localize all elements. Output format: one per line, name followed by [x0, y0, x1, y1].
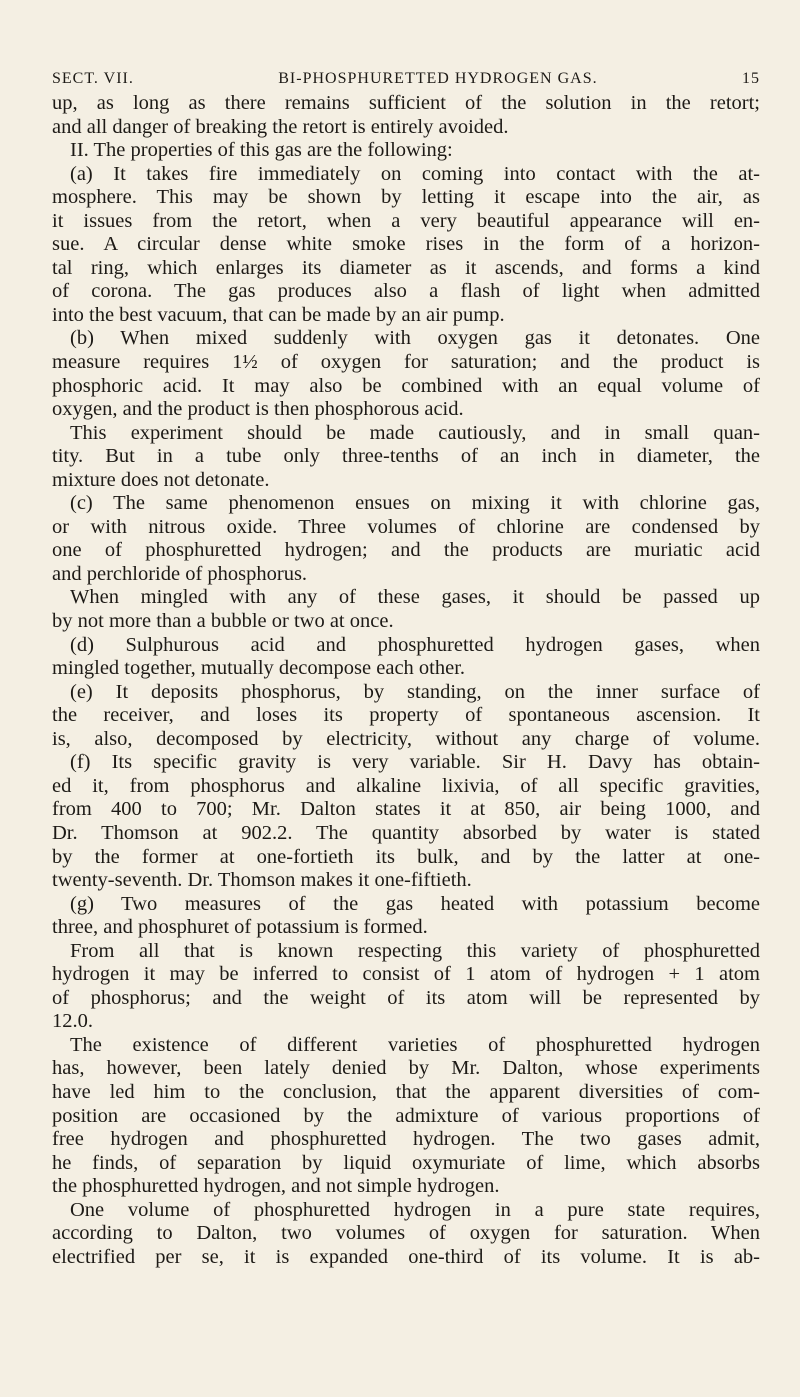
text-line: one of phosphuretted hydrogen; and the products are muriatic acid — [52, 539, 760, 562]
text-line: (g) Two measures of the gas heated with potassium become — [70, 892, 760, 915]
text-line: and all danger of breaking the retort is entirely avoided. — [52, 115, 509, 138]
text-line: three, and phosphuret of potassium is formed. — [52, 916, 428, 939]
text-line: (a) It takes fire immediately on coming into contact with the at- — [70, 162, 760, 185]
text-line: (c) The same phenomenon ensues on mixing it with chlorine gas, — [70, 492, 760, 515]
text-line: One volume of phosphuretted hydrogen in a pure state requires, — [70, 1198, 760, 1221]
text-line: II. The properties of this gas are the following: — [70, 139, 453, 162]
text-line: into the best vacuum, that can be made by an air pump. — [52, 303, 505, 326]
text-line: it issues from the retort, when a very beautiful appearance will en- — [52, 209, 760, 232]
text-line: When mingled with any of these gases, it should be passed up — [70, 586, 760, 609]
text-line: sue. A circular dense white smoke rises in the form of a horizon- — [52, 233, 760, 256]
page-number: 15 — [741, 70, 760, 87]
section-label: SECT. VII. — [52, 70, 134, 87]
text-line: up, as long as there remains sufficient of the solution in the retort; — [52, 92, 760, 114]
text-line: (d) Sulphurous acid and phosphuretted hydrogen gases, when — [70, 633, 760, 656]
text-line: mosphere. This may be shown by letting it escape into the air, as — [52, 186, 760, 209]
running-head — [52, 70, 760, 88]
text-line: 12.0. — [52, 1010, 93, 1033]
text-line: position are occasioned by the admixture of various proportions of — [52, 1104, 760, 1127]
text-line: the phosphuretted hydrogen, and not simple hydrogen. — [52, 1175, 500, 1198]
text-line: by not more than a bubble or two at once. — [52, 610, 394, 633]
text-line: of phosphorus; and the weight of its atom will be represented by — [52, 986, 760, 1009]
text-line: of corona. The gas produces also a flash of light when admitted — [52, 280, 760, 303]
text-line: From all that is known respecting this variety of phosphuretted — [70, 939, 760, 962]
text-line: has, however, been lately denied by Mr. Dalton, whose experiments — [52, 1057, 760, 1080]
text-line: Dr. Thomson at 902.2. The quantity absorbed by water is stated — [52, 821, 760, 844]
text-line: the receiver, and loses its property of spontaneous ascension. It — [52, 704, 760, 727]
text-line: oxygen, and the product is then phosphorous acid. — [52, 398, 464, 421]
text-line: tity. But in a tube only three-tenths of an inch in diameter, the — [52, 445, 760, 468]
text-line: tal ring, which enlarges its diameter as it ascends, and forms a kind — [52, 256, 760, 279]
text-line: have led him to the conclusion, that the apparent diversities of com- — [52, 1080, 760, 1103]
text-line: electrified per se, it is expanded one-third of its volume. It is ab- — [52, 1245, 760, 1268]
text-line: This experiment should be made cautiously, and in small quan- — [70, 421, 760, 444]
text-line: mixture does not detonate. — [52, 468, 270, 491]
text-line: hydrogen it may be inferred to consist of 1 atom of hydrogen + 1 atom — [52, 963, 760, 986]
text-line: phosphoric acid. It may also be combined with an equal volume of — [52, 374, 760, 397]
text-line: measure requires 1½ of oxygen for saturation; and the product is — [52, 351, 760, 374]
text-line: or with nitrous oxide. Three volumes of chlorine are condensed by — [52, 515, 760, 538]
text-line: according to Dalton, two volumes of oxygen for saturation. When — [52, 1222, 760, 1245]
text-line: by the former at one-fortieth its bulk, and by the latter at one- — [52, 845, 760, 868]
text-line: is, also, decomposed by electricity, without any charge of volume. — [52, 727, 760, 750]
text-line: The existence of different varieties of phosphuretted hydrogen — [70, 1033, 760, 1056]
text-line: (f) Its specific gravity is very variable. Sir H. Davy has obtain- — [70, 751, 760, 774]
text-line: (e) It deposits phosphorus, by standing, on the inner surface of — [70, 680, 760, 703]
text-line: he finds, of separation by liquid oxymuriate of lime, which absorbs — [52, 1151, 760, 1174]
body-text — [52, 92, 760, 1269]
text-line: mingled together, mutually decompose each other. — [52, 657, 466, 680]
text-line: and perchloride of phosphorus. — [52, 562, 308, 585]
text-line: twenty-seventh. Dr. Thomson makes it one-fiftieth. — [52, 869, 472, 892]
text-line: from 400 to 700; Mr. Dalton states it at 850, air being 1000, and — [52, 798, 760, 821]
text-line: (b) When mixed suddenly with oxygen gas it detonates. One — [70, 327, 760, 350]
text-line: ed it, from phosphorus and alkaline lixivia, of all specific gravities, — [52, 774, 760, 797]
text-line: free hydrogen and phosphuretted hydrogen. The two gases admit, — [52, 1128, 760, 1151]
page-heading: BI-PHOSPHURETTED HYDROGEN GAS. — [278, 70, 598, 87]
